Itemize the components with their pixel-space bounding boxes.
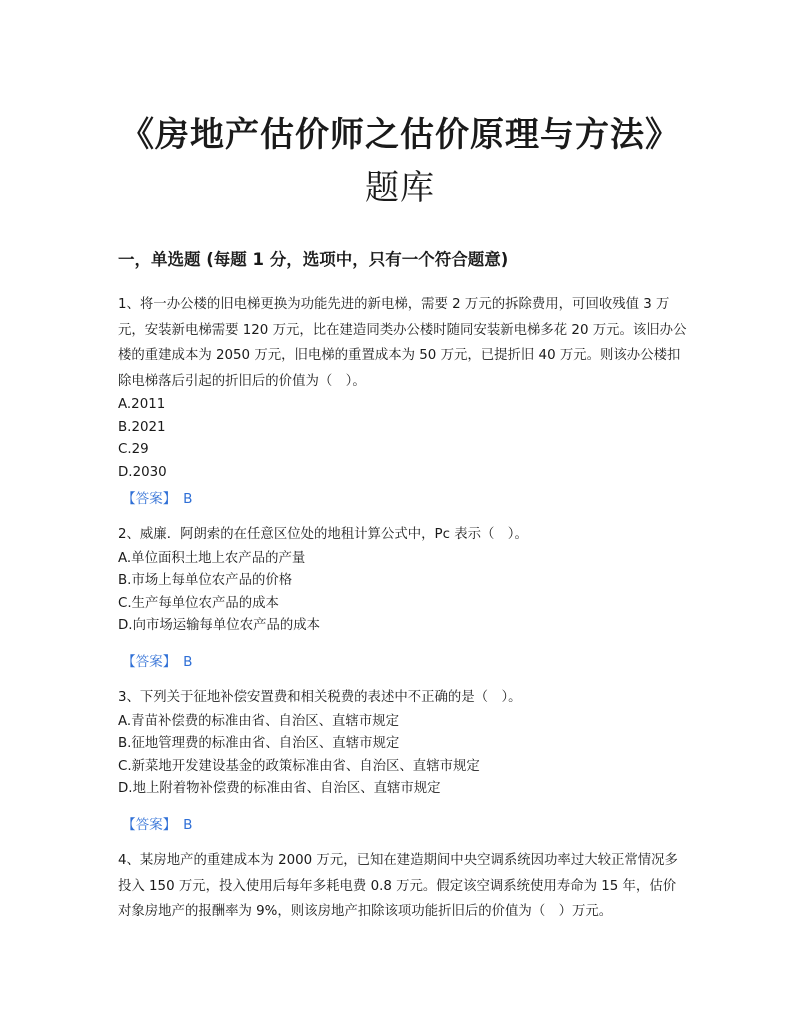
answer-2: 【答案】 B [122, 654, 193, 670]
option-b: B.征地管理费的标准由省、自治区、直辖市规定 [118, 736, 400, 751]
option-d: D.2030 [118, 464, 167, 480]
document-subtitle: 题库 [365, 168, 435, 208]
option-c: C.29 [118, 442, 149, 457]
option-d: D.向市场运输每单位农产品的成本 [118, 618, 321, 633]
question-3 [118, 685, 688, 801]
question-4 [118, 848, 688, 925]
option-b: B.市场上每单位农产品的价格 [118, 573, 293, 588]
question-2 [118, 522, 688, 638]
question-1 [118, 292, 688, 484]
option-a: A.青苗补偿费的标准由省、自治区、直辖市规定 [118, 713, 399, 729]
option-a: A.单位面积土地上农产品的产量 [118, 550, 306, 566]
question-stem: 4、某房地产的重建成本为 2000 万元，已知在建造期间中央空调系统因功率过大较正常情况多投入 150 万元，投入使用后每年多耗电费 0.8 万元。假定该空调系统使用寿命为 15 年，估价对象房地产的报酬率为 9%，则该房地产扣除该项功能折旧后的价值为（ ）万元。 [118, 853, 678, 919]
question-stem: 1、将一办公楼的旧电梯更换为功能先进的新电梯，需要 2 万元的拆除费用，可回收残值 3 万元，安装新电梯需要 120 万元，比在建造同类办公楼时随同安装新电梯多花 20 万元。该旧办公楼的重建成本为 2050 万元，旧电梯的重置成本为 50 万元，已提折旧 40 万元。则该办公楼扣除电梯落后引起的折旧后的价值为（ ）。 [118, 297, 687, 389]
answer-3: 【答案】 B [122, 817, 193, 833]
option-c: C.生产每单位农产品的成本 [118, 595, 279, 611]
section-heading: 一，单选题 (每题 1 分，选项中，只有一个符合题意) [118, 250, 509, 269]
option-b: B.2021 [118, 419, 166, 435]
question-stem: 2、威廉．阿朗索的在任意区位处的地租计算公式中，Pc 表示（ ）。 [118, 527, 528, 542]
option-a: A.2011 [118, 397, 166, 412]
option-d: D.地上附着物补偿费的标准由省、自治区、直辖市规定 [118, 781, 441, 796]
question-stem: 3、下列关于征地补偿安置费和相关税费的表述中不正确的是（ ）。 [118, 690, 522, 705]
option-c: C.新菜地开发建设基金的政策标准由省、自治区、直辖市规定 [118, 758, 480, 774]
answer-1: 【答案】 B [122, 491, 193, 507]
document-title: 《房地产估价师之估价原理与方法》 [120, 115, 680, 155]
